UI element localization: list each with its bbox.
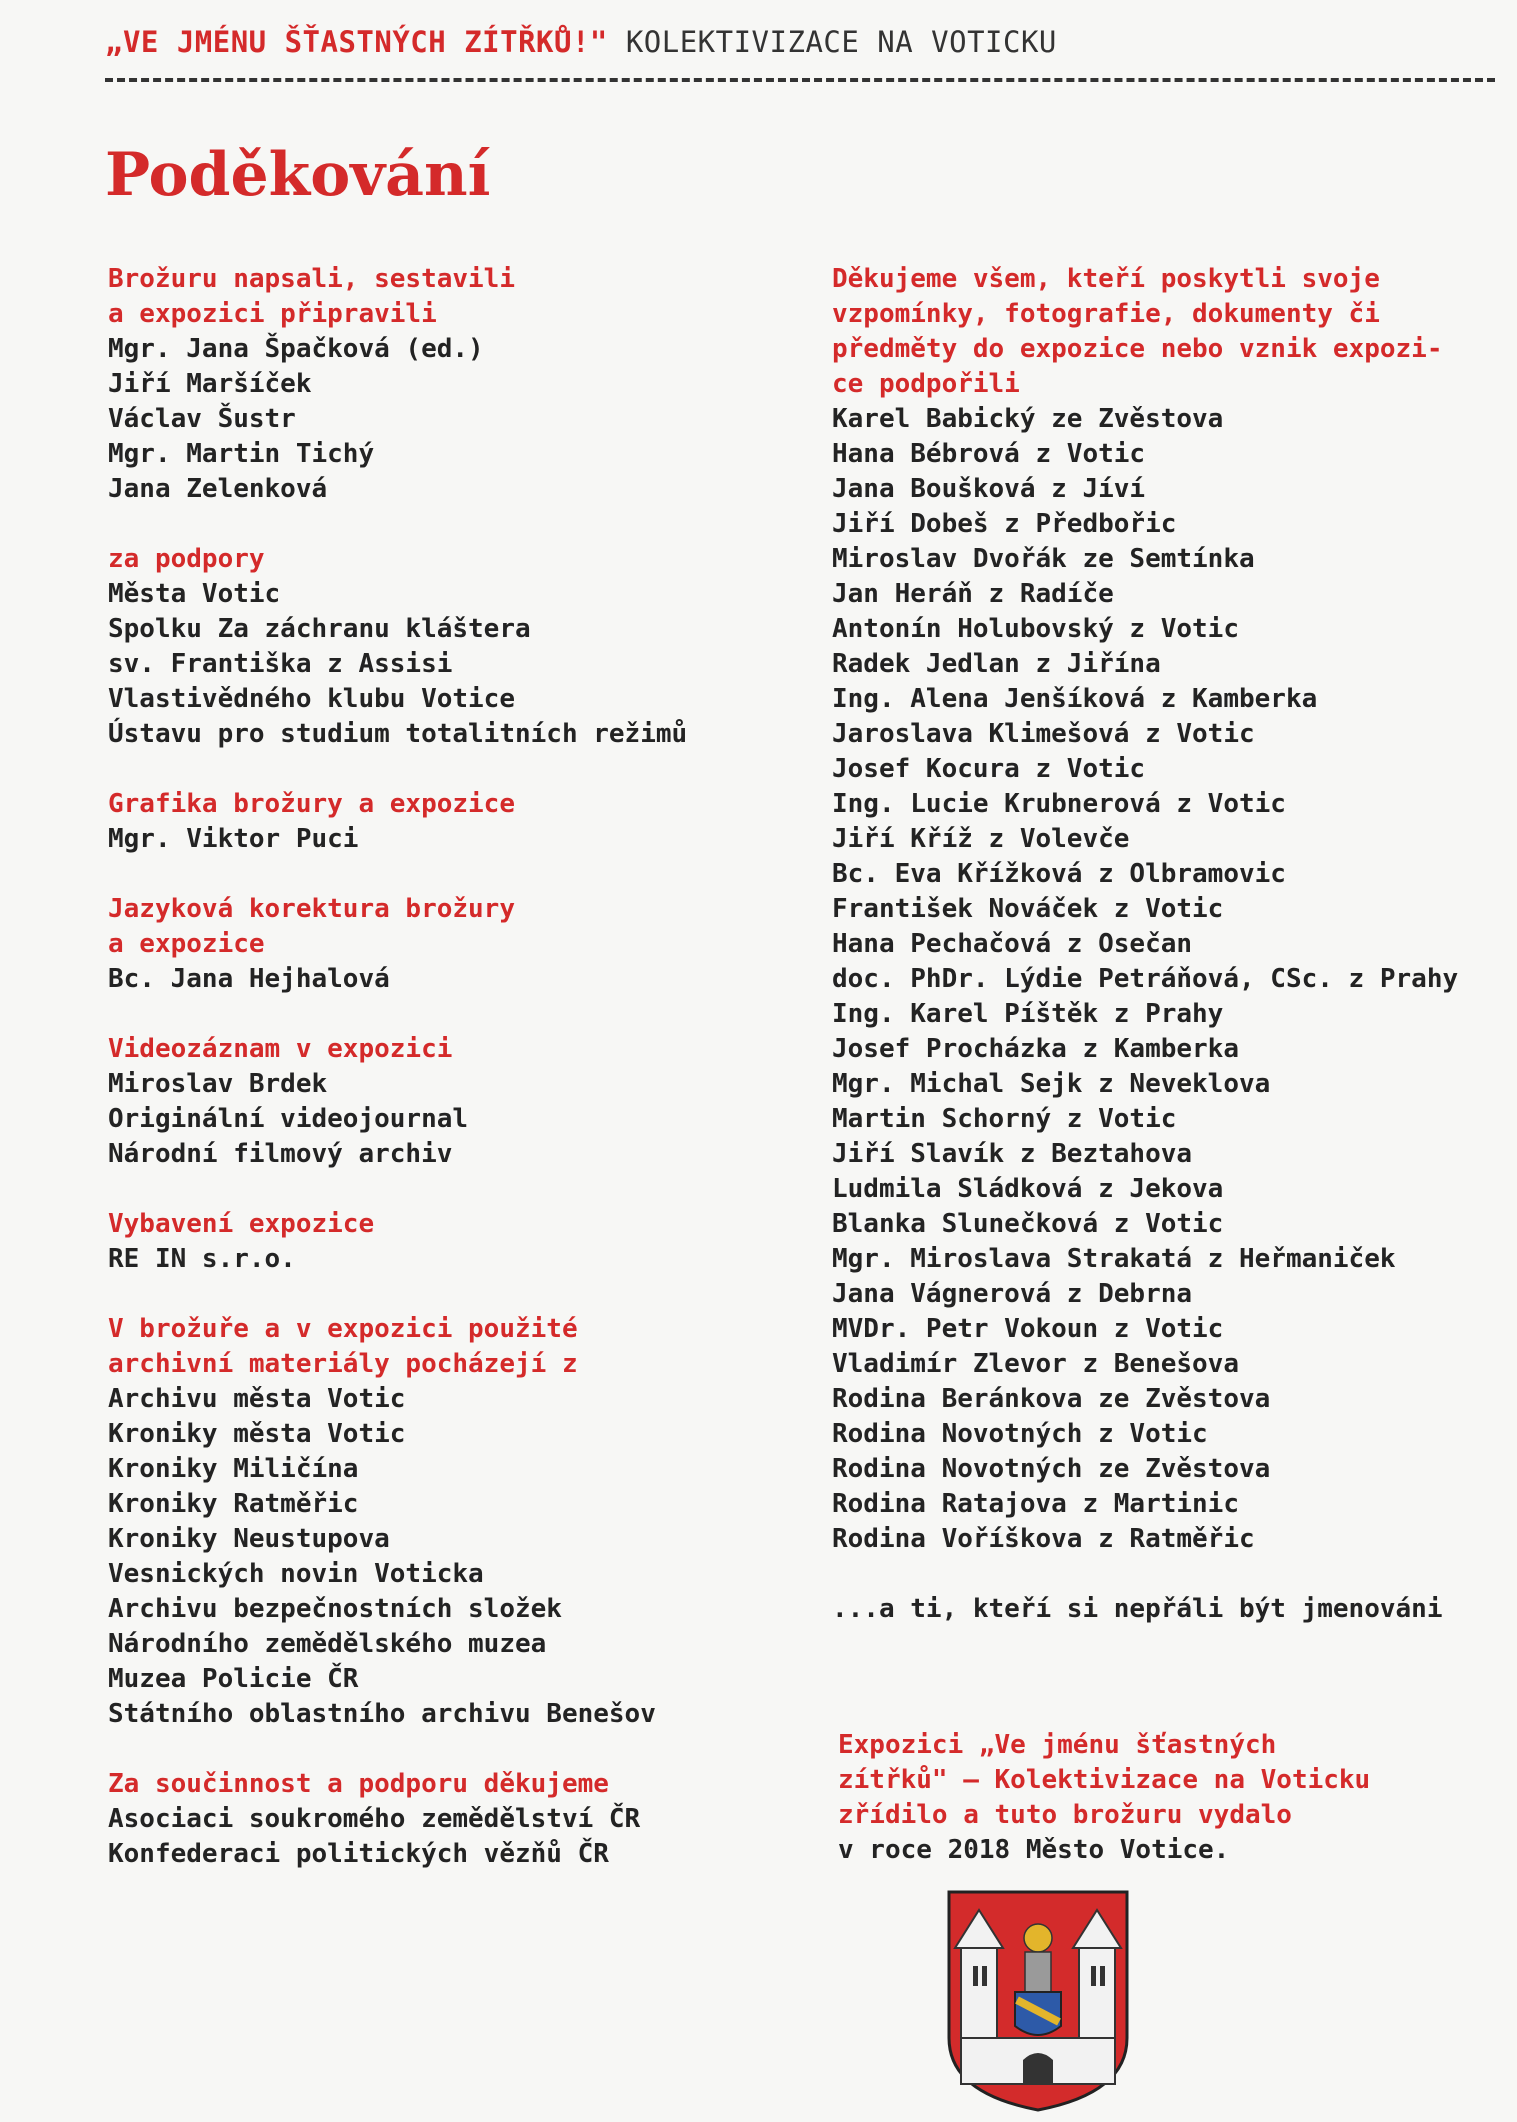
- list-item: MVDr. Petr Vokoun z Votic: [832, 1314, 1224, 1344]
- list-item: Mgr. Martin Tichý: [108, 439, 375, 469]
- list-item: Jiří Slavík z Beztahova: [832, 1139, 1193, 1169]
- list-item: doc. PhDr. Lýdie Petráňová, CSc. z Prahy: [832, 964, 1459, 994]
- list-item: Jiří Dobeš z Předbořic: [832, 509, 1177, 539]
- publisher-text-red: Expozici „Ve jménu šťastných zítřků" – Kolektivizace na Voticku zřídilo a tuto brožuru vydalo: [838, 1730, 1371, 1830]
- section-title: za podpory: [108, 544, 265, 574]
- list-item: Rodina Novotných ze Zvěstova: [832, 1454, 1271, 1484]
- header-dashed-rule: [105, 78, 1495, 82]
- list-item: Jana Vágnerová z Debrna: [832, 1279, 1193, 1309]
- section-proofreading: [108, 892, 788, 997]
- list-item: Kroniky Neustupova: [108, 1524, 390, 1554]
- list-item: Spolku Za záchranu kláštera: [108, 614, 531, 644]
- list-item: Ing. Lucie Krubnerová z Votic: [832, 789, 1286, 819]
- list-item: Martin Schorný z Votic: [832, 1104, 1177, 1134]
- list-item: Asociaci soukromého zemědělství ČR: [108, 1804, 641, 1834]
- list-item: Jana Zelenková: [108, 474, 328, 504]
- section-title: V brožuře a v expozici použité archivní materiály pocházejí z: [108, 1314, 578, 1379]
- section-archives: [108, 1312, 788, 1732]
- list-item: Bc. Eva Křížková z Olbramovic: [832, 859, 1286, 889]
- list-item: Státního oblastního archivu Benešov: [108, 1699, 656, 1729]
- section-title: Za součinnost a podporu děkujeme: [108, 1769, 609, 1799]
- list-item: Ludmila Sládková z Jekova: [832, 1174, 1224, 1204]
- section-authors: [108, 262, 788, 507]
- section-video: [108, 1032, 788, 1172]
- list-item: Kroniky města Votic: [108, 1419, 406, 1449]
- header-title-black: KOLEKTIVIZACE NA VOTICKU: [625, 25, 1057, 59]
- list-item: Miroslav Brdek: [108, 1069, 328, 1099]
- section-equipment: [108, 1207, 788, 1277]
- list-item: Konfederaci politických vězňů ČR: [108, 1839, 609, 1869]
- list-item: Rodina Voříškova z Ratměřic: [832, 1524, 1255, 1554]
- list-item: Jiří Maršíček: [108, 369, 312, 399]
- section-title: Grafika brožury a expozice: [108, 789, 515, 819]
- list-item: Národní filmový archiv: [108, 1139, 453, 1169]
- votice-coat-of-arms-icon: [945, 1888, 1131, 2114]
- publisher-text-black: v roce 2018 Město Votice.: [838, 1835, 1230, 1865]
- list-item: Mgr. Viktor Puci: [108, 824, 359, 854]
- header-title-red: „VE JMÉNU ŠŤASTNÝCH ZÍTŘKŮ!": [105, 25, 608, 59]
- list-item: Města Votic: [108, 579, 281, 609]
- list-item: Josef Kocura z Votic: [832, 754, 1146, 784]
- list-item: František Nováček z Votic: [832, 894, 1224, 924]
- list-item: Mgr. Michal Sejk z Neveklova: [832, 1069, 1271, 1099]
- list-item: Rodina Beránkova ze Zvěstova: [832, 1384, 1271, 1414]
- list-item: Kroniky Ratměřic: [108, 1489, 359, 1519]
- list-item: Jana Boušková z Jíví: [832, 474, 1146, 504]
- list-item: Jan Heráň z Radíče: [832, 579, 1114, 609]
- list-item: Jiří Kříž z Volevče: [832, 824, 1130, 854]
- list-item: Josef Procházka z Kamberka: [832, 1034, 1239, 1064]
- list-item: Hana Pechačová z Osečan: [832, 929, 1193, 959]
- list-item: sv. Františka z Assisi: [108, 649, 453, 679]
- list-item: Antonín Holubovský z Votic: [832, 614, 1239, 644]
- publisher-note: [838, 1728, 1478, 1868]
- section-cooperation: [108, 1767, 788, 1872]
- list-item: Muzea Policie ČR: [108, 1664, 359, 1694]
- list-item: Národního zemědělského muzea: [108, 1629, 547, 1659]
- list-item: Jaroslava Klimešová z Votic: [832, 719, 1255, 749]
- list-item: RE IN s.r.o.: [108, 1244, 296, 1274]
- list-item: Václav Šustr: [108, 404, 296, 434]
- section-title: Jazyková korektura brožury a expozice: [108, 894, 515, 959]
- list-item: Archivu bezpečnostních složek: [108, 1594, 562, 1624]
- list-item: Rodina Novotných z Votic: [832, 1419, 1208, 1449]
- list-item: Radek Jedlan z Jiřína: [832, 649, 1161, 679]
- page-title: Poděkování: [105, 140, 491, 210]
- section-title: Vybavení expozice: [108, 1209, 375, 1239]
- list-item: Kroniky Miličína: [108, 1454, 359, 1484]
- list-item: Originální videojournal: [108, 1104, 469, 1134]
- left-column: [108, 262, 788, 1907]
- list-item: Bc. Jana Hejhalová: [108, 964, 390, 994]
- section-title: Brožuru napsali, sestavili a expozici připravili: [108, 264, 515, 329]
- list-item: Blanka Slunečková z Votic: [832, 1209, 1224, 1239]
- list-item: Mgr. Jana Špačková (ed.): [108, 334, 484, 364]
- list-item: Ing. Karel Píštěk z Prahy: [832, 999, 1224, 1029]
- list-item: Miroslav Dvořák ze Semtínka: [832, 544, 1255, 574]
- list-item: Karel Babický ze Zvěstova: [832, 404, 1224, 434]
- list-item: Ústavu pro studium totalitních režimů: [108, 719, 688, 749]
- list-item: Vlastivědného klubu Votice: [108, 684, 515, 714]
- list-item: Vladimír Zlevor z Benešova: [832, 1349, 1239, 1379]
- list-item: Vesnických novin Voticka: [108, 1559, 484, 1589]
- closing-note: ...a ti, kteří si nepřáli být jmenováni: [832, 1594, 1443, 1624]
- list-item: Mgr. Miroslava Strakatá z Heřmaniček: [832, 1244, 1396, 1274]
- list-item: Rodina Ratajova z Martinic: [832, 1489, 1239, 1519]
- section-thanks: [832, 262, 1492, 1557]
- list-item: Archivu města Votic: [108, 1384, 406, 1414]
- list-item: Ing. Alena Jenšíková z Kamberka: [832, 684, 1318, 714]
- section-graphics: [108, 787, 788, 857]
- running-header: [105, 20, 1495, 64]
- section-title: Děkujeme všem, kteří poskytli svoje vzpomínky, fotografie, dokumenty či předměty do expozice nebo vznik expozi- ce podpořili: [832, 264, 1443, 399]
- right-column: [832, 262, 1492, 1627]
- list-item: Hana Bébrová z Votic: [832, 439, 1146, 469]
- section-support: [108, 542, 788, 752]
- section-title: Videozáznam v expozici: [108, 1034, 453, 1064]
